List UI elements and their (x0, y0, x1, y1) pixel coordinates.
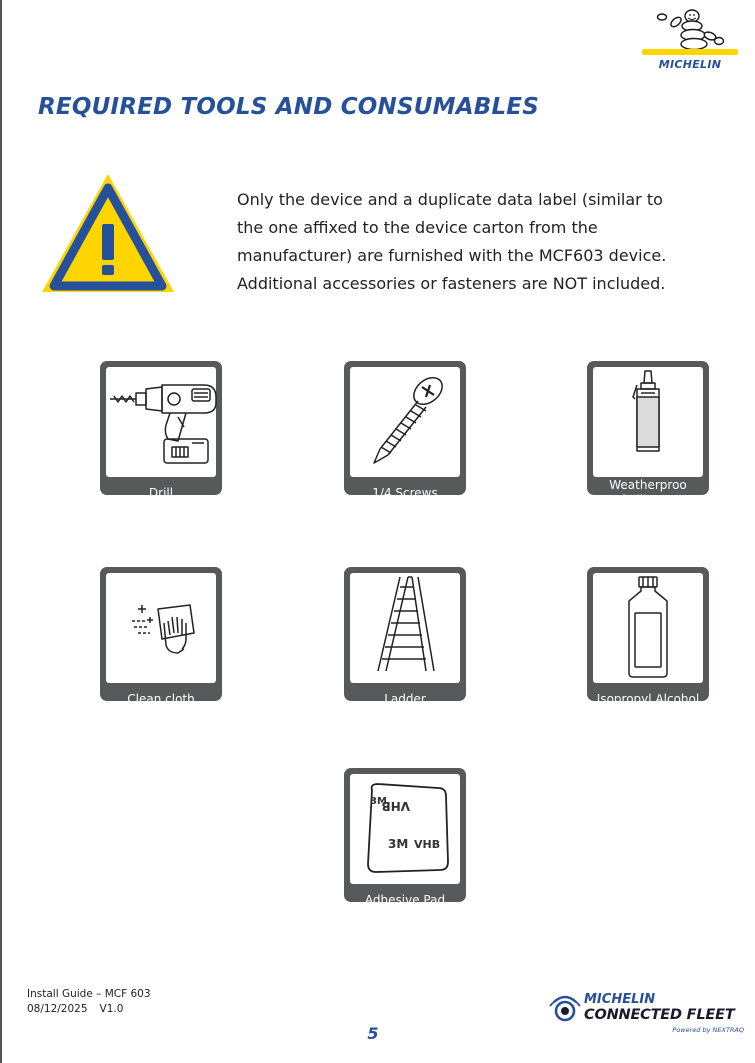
warning-triangle-icon (38, 170, 178, 296)
footer-date-version (27, 1002, 151, 1017)
silicone-tube-icon (593, 367, 703, 477)
signal-globe-icon (548, 992, 582, 1026)
brand-connected-fleet-text: CONNECTED FLEET (584, 1007, 735, 1023)
tool-label: Ladder (384, 692, 426, 706)
tool-label: Weatherproo f Silicone (609, 478, 687, 507)
tool-tile-screws (344, 361, 466, 500)
connected-fleet-logo (548, 990, 748, 1038)
tool-image-frame (350, 573, 460, 683)
cleaning-cloth-icon (106, 573, 216, 683)
tool-label: Drill (148, 486, 174, 500)
screw-icon (350, 367, 460, 477)
adhesive-pad-icon (350, 774, 460, 884)
michelin-logo (640, 8, 740, 74)
tool-tile-adhesive-pad (344, 768, 466, 907)
tool-label: Isopropyl Alcohol (596, 692, 700, 706)
tool-label: Adhesive Pad (364, 893, 446, 907)
page-number: 5 (367, 1024, 379, 1043)
footer-doc-info (27, 987, 151, 1017)
tool-tile-cloth (100, 567, 222, 706)
tool-image-frame (106, 367, 216, 477)
tool-image-frame (106, 573, 216, 683)
pad-print-3m-2: 3M (370, 796, 387, 807)
tool-tile-drill (100, 361, 222, 500)
drill-icon (106, 367, 216, 477)
brand-powered-by-text: Powered by NEXTRAQ (672, 1026, 744, 1034)
logo-wordmark: MICHELIN (658, 58, 722, 71)
footer-date: 08/12/2025 (27, 1003, 88, 1015)
pad-print-3m: 3M (388, 837, 409, 851)
logo-yellow-bar (642, 49, 738, 55)
tool-tile-alcohol (587, 567, 709, 706)
tool-image-frame (350, 367, 460, 477)
pad-print-vhb-2: VHB (414, 838, 441, 851)
tool-tile-silicone (587, 361, 709, 507)
page-title: REQUIRED TOOLS AND CONSUMABLES (38, 94, 539, 120)
ladder-icon (350, 573, 460, 683)
tool-label: 1/4 Screws (372, 486, 438, 500)
alcohol-bottle-icon (593, 573, 703, 683)
notice-text: Only the device and a duplicate data label (similar to the one affixed to the device carton from the manufacturer) are furnished with the MCF603 device. Additional accessories or fasteners are NOT included. (237, 190, 667, 293)
pad-print-vhb: VHB (381, 799, 410, 813)
footer-version: V1.0 (99, 1003, 124, 1015)
tool-image-frame (593, 367, 703, 477)
page-left-border (0, 0, 2, 1063)
tool-tile-ladder (344, 567, 466, 706)
footer-doc-name: Install Guide – MCF 603 (27, 988, 151, 1000)
brand-michelin-text: MICHELIN (584, 992, 656, 1007)
tool-image-frame (593, 573, 703, 683)
tool-image-frame (350, 774, 460, 884)
bibendum-icon (640, 8, 740, 52)
tool-label: Clean cloth (127, 692, 195, 706)
